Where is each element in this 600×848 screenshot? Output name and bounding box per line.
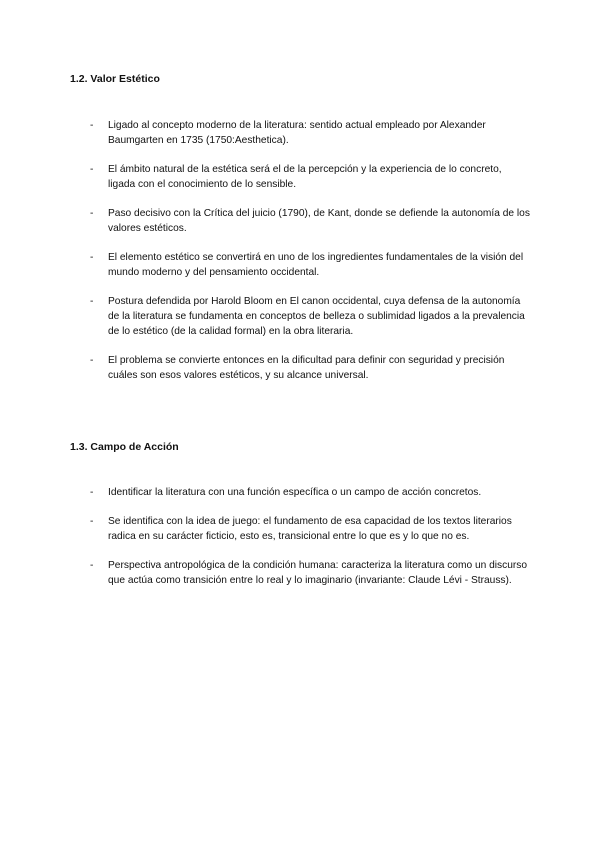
bullet-dash: - (90, 164, 94, 175)
bullet-dash: - (90, 516, 94, 527)
list-item-text: Perspectiva antropológica de la condición humana: caracteriza la literatura como un discurso que actúa como transición entre lo real y lo imaginario (invariante: Claude Lévi - Strauss). (108, 560, 528, 586)
list-item (70, 206, 530, 236)
list-item (70, 485, 530, 500)
list-item-text: El elemento estético se convertirá en uno de los ingredientes fundamentales de la visión del mundo moderno y del pensamiento occidental. (108, 252, 524, 278)
list-item-text: Postura defendida por Harold Bloom en El canon occidental, cuya defensa de la autonomía de la literatura se fundamenta en conceptos de belleza o sublimidad ligados a la prevalencia de lo estético (de la calidad formal) en la obra literaria. (108, 296, 525, 337)
list-item-text: Paso decisivo con la Crítica del juicio (1790), de Kant, donde se defiende la autonomía de los valores estéticos. (108, 208, 530, 234)
bullet-dash: - (90, 487, 94, 498)
list-item-text: Ligado al concepto moderno de la literatura: sentido actual empleado por Alexander Baumgarten en 1735 (1750:Aesthetica). (108, 120, 486, 146)
list-item (70, 118, 530, 148)
list-item-text: El problema se convierte entonces en la dificultad para definir con seguridad y precisión cuáles son esos valores estéticos, y su alcance universal. (108, 355, 505, 381)
bullet-dash: - (90, 355, 94, 366)
list-item (70, 294, 530, 339)
list-item (70, 514, 530, 544)
list-item (70, 558, 530, 588)
bullet-dash: - (90, 296, 94, 307)
bullet-list (70, 118, 530, 383)
bullet-dash: - (90, 252, 94, 263)
list-item-text: El ámbito natural de la estética será el de la percepción y la experiencia de lo concreto, ligada con el conocimiento de lo sensible. (108, 164, 502, 190)
bullet-list (70, 485, 530, 588)
list-item-text: Identificar la literatura con una función específica o un campo de acción concretos. (108, 487, 482, 498)
list-item (70, 162, 530, 192)
bullet-dash: - (90, 208, 94, 219)
section-heading: 1.2. Valor Estético (70, 73, 160, 85)
list-item (70, 353, 530, 383)
list-item (70, 250, 530, 280)
bullet-dash: - (90, 120, 94, 131)
bullet-dash: - (90, 560, 94, 571)
list-item-text: Se identifica con la idea de juego: el fundamento de esa capacidad de los textos literarios radica en su carácter ficticio, esto es, transicional entre lo que es y lo que no es. (108, 516, 512, 542)
section-heading: 1.3. Campo de Acción (70, 441, 179, 453)
section-campo-de-accion (70, 440, 530, 602)
section-valor-estetico (70, 72, 530, 397)
